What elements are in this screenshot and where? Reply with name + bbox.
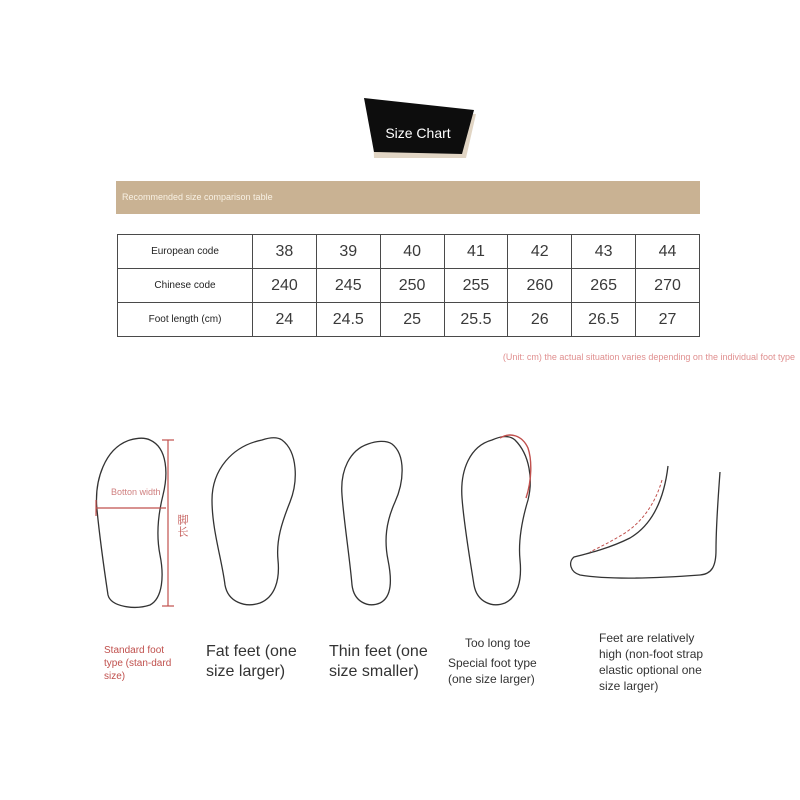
table-cell: 24.5 [316, 303, 380, 337]
table-cell: 250 [380, 269, 444, 303]
size-chart-title-tag [362, 96, 478, 166]
table-cell: 260 [508, 269, 572, 303]
table-row [118, 303, 700, 337]
table-cell: 24 [253, 303, 317, 337]
special-foot-sublabel: Too long toe [465, 636, 531, 650]
table-cell: 41 [444, 235, 508, 269]
fat-foot-label: Fat feet (one size larger) [206, 643, 297, 680]
table-cell: 265 [572, 269, 636, 303]
page-title: Size Chart [385, 125, 451, 141]
table-cell: 270 [636, 269, 700, 303]
table-cell: 38 [253, 235, 317, 269]
table-cell: 44 [636, 235, 700, 269]
table-cell: 40 [380, 235, 444, 269]
standard-foot-outline-icon [97, 438, 166, 607]
table-cell: 240 [253, 269, 317, 303]
table-cell: 27 [636, 303, 700, 337]
row-label-european: European code [118, 235, 253, 269]
table-cell: 25 [380, 303, 444, 337]
table-cell: 26 [508, 303, 572, 337]
foot-length-annotation: 脚长 [176, 514, 188, 538]
table-cell: 255 [444, 269, 508, 303]
comparison-banner [116, 181, 700, 214]
table-cell: 39 [316, 235, 380, 269]
high-instep-foot-label: Feet are relatively high (non-foot strap elastic optional one size larger) [599, 631, 704, 693]
table-row [118, 235, 700, 269]
thin-foot-label: Thin feet (one size smaller) [329, 643, 428, 680]
table-cell: 245 [316, 269, 380, 303]
row-label-foot-length: Foot length (cm) [118, 303, 253, 337]
special-foot-label: Special foot type (one size larger) [448, 656, 537, 686]
table-cell: 43 [572, 235, 636, 269]
table-cell: 25.5 [444, 303, 508, 337]
table-cell: 26.5 [572, 303, 636, 337]
row-label-chinese: Chinese code [118, 269, 253, 303]
size-table [117, 234, 700, 337]
special-foot-outline-icon [462, 437, 530, 605]
bottom-width-annotation: Botton width [111, 487, 161, 497]
high-instep-foot-outline-icon [571, 466, 720, 578]
fat-foot-outline-icon [212, 438, 295, 605]
banner-text: Recommended size comparison table [122, 192, 273, 202]
table-cell: 42 [508, 235, 572, 269]
unit-note: (Unit: cm) the actual situation varies depending on the individual foot type [502, 352, 795, 362]
table-row [118, 269, 700, 303]
standard-foot-label: Standard foot type (stan-dard size) [104, 645, 172, 682]
thin-foot-outline-icon [342, 441, 402, 604]
